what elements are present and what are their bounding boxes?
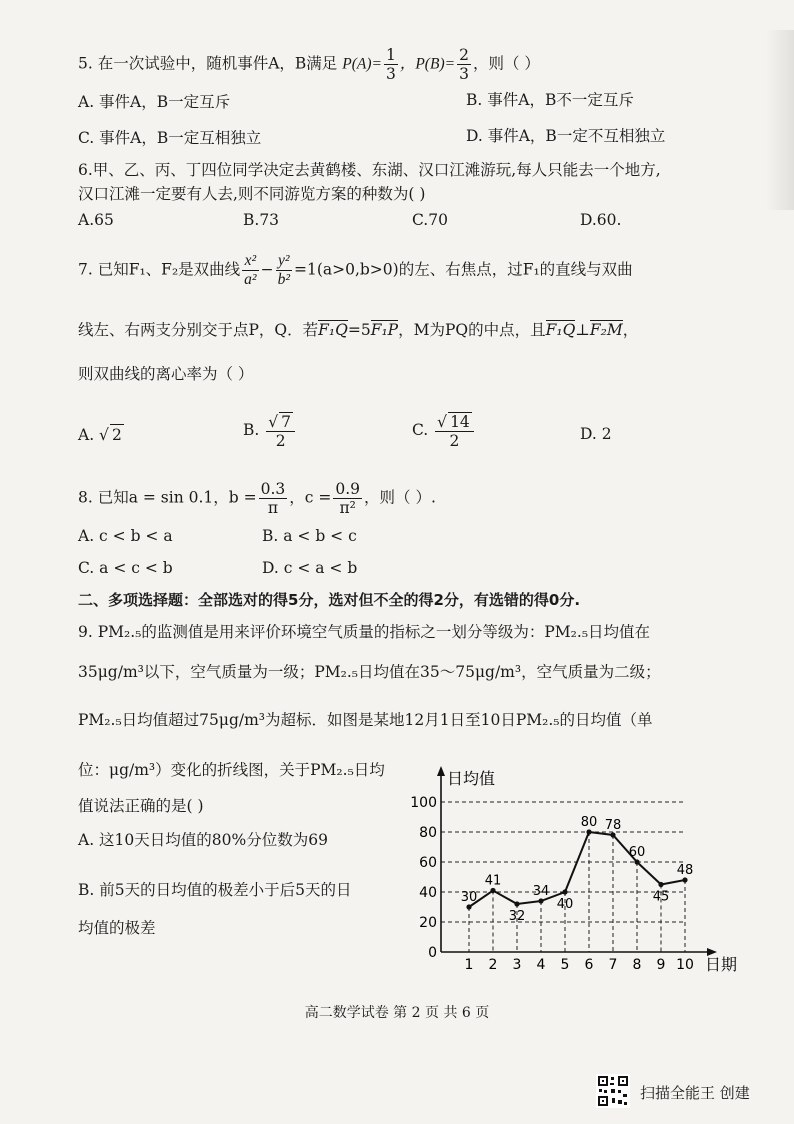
data-label: 60: [628, 845, 646, 860]
y-tick-label: 60: [419, 855, 437, 871]
y-tick-label: 100: [410, 795, 437, 811]
q7-line3: 则双曲线的离心率为（ ）: [78, 365, 254, 383]
data-point: [610, 832, 615, 837]
x-tick-label: 2: [488, 957, 498, 973]
x-tick-label: 10: [676, 957, 694, 973]
q9-line3: PM₂.₅日均值超过75μg/m³为超标．如图是某地12月1日至10日PM₂.₅的日均值（单: [78, 711, 653, 729]
data-point: [586, 829, 591, 834]
q9-line4: 位：μg/m³）变化的折线图，关于PM₂.₅日均: [78, 761, 385, 779]
q9-line5: 值说法正确的是( ): [78, 797, 204, 815]
x-tick-label: 4: [536, 957, 546, 973]
x-axis-label: 日期: [705, 955, 738, 974]
q6-option-a: A.65: [78, 211, 114, 229]
q6-option-b: B.73: [243, 211, 280, 229]
q8-option-b: B. a < b < c: [262, 527, 357, 545]
q6-option-c: C.70: [412, 211, 448, 229]
x-tick-label: 7: [608, 957, 618, 973]
q6-line2: 汉口江滩一定要有人去,则不同游览方案的种数为( ): [78, 185, 426, 203]
q7-option-b: B. $\frac{√ 7}{2}$: [243, 412, 297, 450]
q8-option-d: D. c < a < b: [262, 559, 358, 577]
x-tick-label: 5: [560, 957, 570, 973]
y-axis-arrow: [437, 766, 445, 776]
y-tick-label: 0: [428, 945, 437, 961]
data-point: [634, 859, 639, 864]
scan-edge-shadow: [766, 30, 794, 210]
data-label: 48: [676, 863, 694, 878]
watermark-text: 扫描全能王 创建: [640, 1084, 750, 1102]
data-point: [466, 904, 471, 909]
q5-option-b: B. 事件A，B不一定互斥: [466, 91, 634, 109]
data-label: 30: [460, 890, 478, 905]
data-point: [658, 882, 663, 887]
q9-option-a: A. 这10天日均值的80%分位数为69: [78, 831, 328, 849]
q9-line1: 9. PM₂.₅的监测值是用来评价环境空气质量的指标之一划分等级为：PM₂.₅日均值在: [78, 623, 651, 641]
data-label: 34: [532, 884, 550, 899]
data-label: 40: [556, 897, 574, 912]
y-tick-label: 40: [419, 885, 437, 901]
q7-option-c: C. $\frac{√ 14}{2}$: [412, 412, 476, 450]
qr-code-icon: [596, 1074, 630, 1108]
y-tick-label: 80: [419, 825, 437, 841]
q8-option-c: C. a < c < b: [78, 559, 173, 577]
q7-line2: 线左、右两支分别交于点P，Q．若F₁Q=5F₁P，M为PQ的中点，且F₁Q⊥F₂M，: [78, 321, 639, 339]
y-tick-label: 20: [419, 915, 437, 931]
data-point: [538, 898, 543, 903]
pm25-line-chart: [405, 762, 745, 974]
x-tick-label: 9: [656, 957, 666, 973]
q8-stem: 8. 已知a = sin 0.1，b = $\frac{0.3}{\pi}$ ，c = $\frac{0.9}{\text{π²}}$ ，则（ ）.: [78, 480, 436, 517]
data-label: 78: [604, 818, 622, 833]
data-point: [490, 888, 495, 893]
data-point: [562, 889, 567, 894]
q9-option-b-line2: 均值的极差: [78, 919, 156, 937]
data-point: [514, 901, 519, 906]
q9-option-b-line1: B. 前5天的日均值的极差小于后5天的日: [78, 881, 352, 899]
data-point: [682, 877, 687, 882]
q9-line2: 35μg/m³以下，空气质量为一级；PM₂.₅日均值在35～75μg/m³，空气质量为二级；: [78, 663, 661, 681]
q6-line1: 6.甲、乙、丙、丁四位同学决定去黄鹤楼、东湖、汉口江滩游玩,每人只能去一个地方,: [78, 161, 661, 179]
data-label: 45: [652, 889, 670, 905]
data-label: 41: [484, 873, 502, 889]
q7-option-d: D. 2: [580, 425, 612, 443]
page-footer: 高二数学试卷 第 2 页 共 6 页: [304, 1005, 490, 1021]
q5-option-c: C. 事件A，B一定互相独立: [78, 129, 262, 147]
y-axis-label: 日均值: [447, 769, 496, 788]
q5-option-d: D. 事件A，B一定不互相独立: [466, 127, 666, 145]
x-tick-label: 8: [632, 957, 642, 973]
x-tick-label: 6: [584, 957, 594, 973]
q5-option-a: A. 事件A，B一定互斥: [78, 93, 231, 111]
q7-option-a: A. √ 2: [78, 426, 122, 444]
section-2-heading: 二、多项选择题：全部选对的得5分，选对但不全的得2分，有选错的得0分.: [78, 591, 581, 609]
q8-option-a: A. c < b < a: [78, 527, 173, 545]
x-tick-label: 3: [512, 957, 522, 973]
data-label: 32: [508, 909, 526, 924]
x-tick-label: 1: [464, 957, 474, 973]
q7-line1: 7. 已知F₁、F₂是双曲线 $\frac{\text{x²}}{\text{a²}}$ − $\frac{\text{y²}}{\text{b²}}$ =1(a>0,b>0)的左、右焦点，过F₁的直线与双曲: [78, 252, 633, 288]
data-label: 80: [580, 815, 598, 830]
q5-stem: 5. 在一次试验中，随机事件A，B满足 P(A)= $\frac{1}{3}$ ，P(B)= $\frac{2}{3}$ ，则（ ）: [78, 46, 540, 83]
q6-option-d: D.60.: [580, 211, 622, 229]
